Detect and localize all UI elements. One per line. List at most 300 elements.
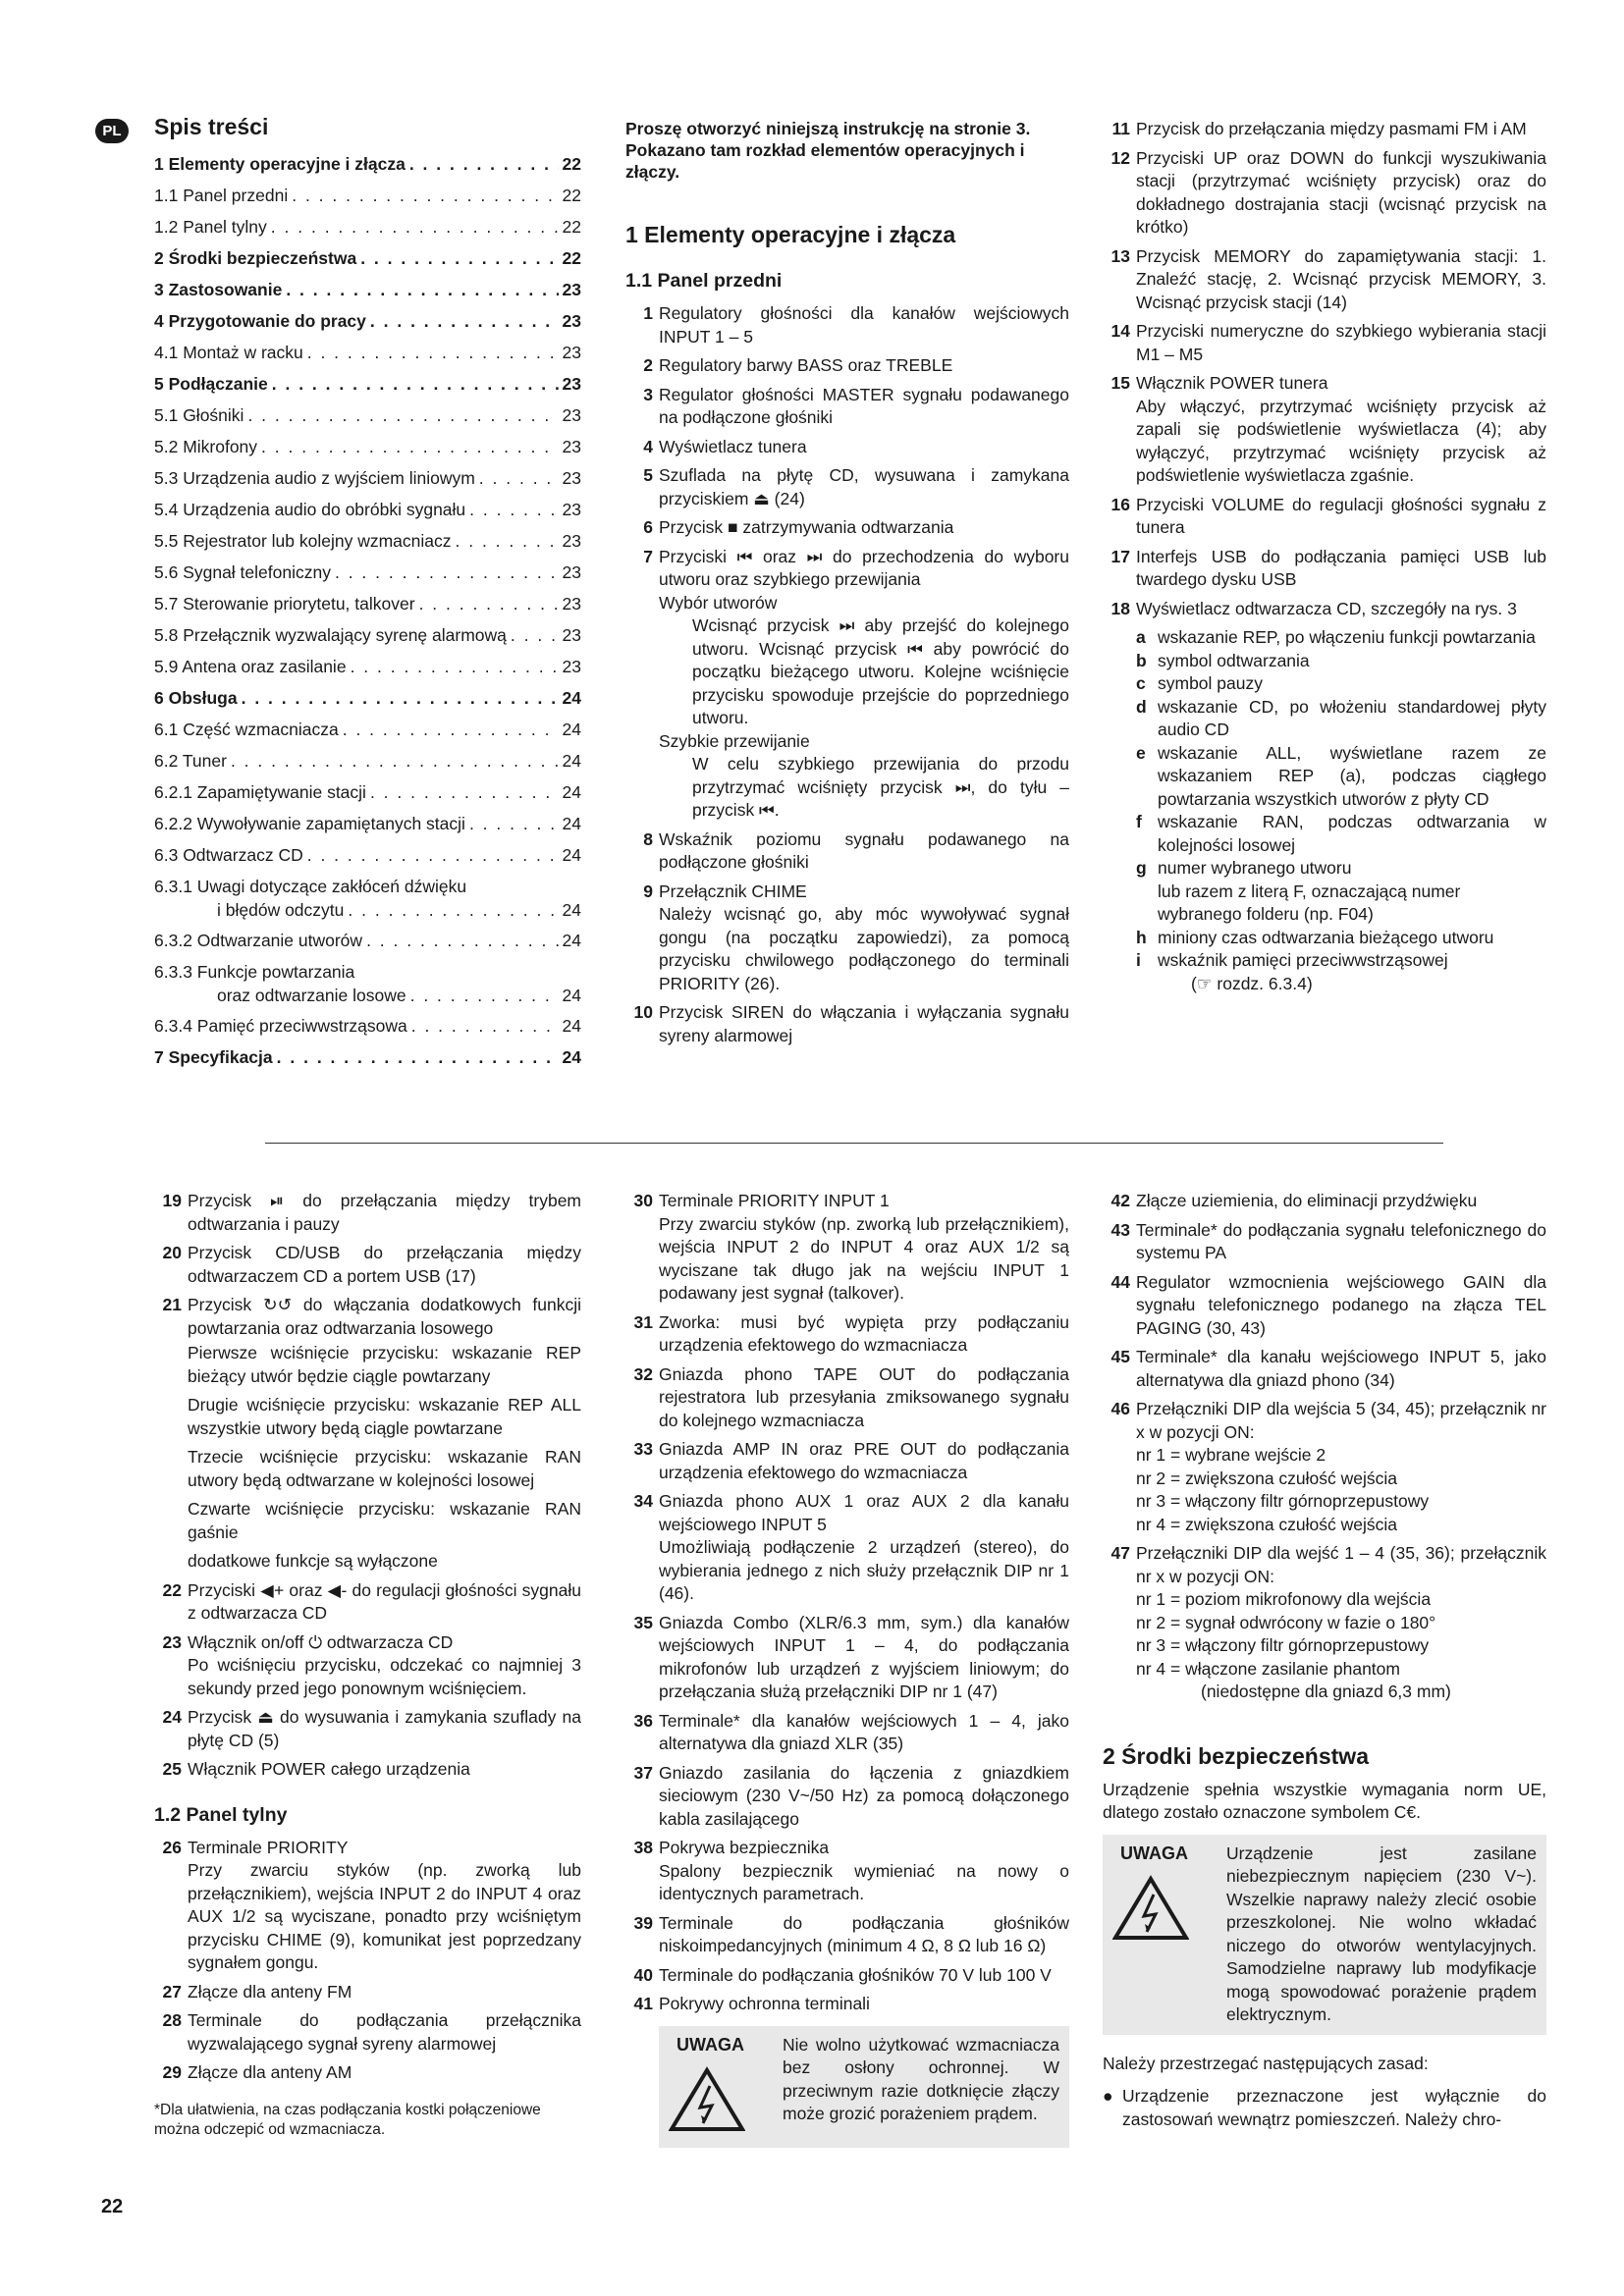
item-text: Przycisk ⏯ do przełączania między trybem odtwarzania i pauzy [188,1191,581,1234]
bullet-dot-icon: ● [1103,2086,1113,2106]
toc-row-page: 24 [562,1047,581,1067]
item-number: 2 [643,355,653,375]
section-2-title: 2 Środki bezpieczeństwa [1103,1742,1369,1769]
toc-row-page: 23 [562,405,581,425]
item-5 [625,464,1069,510]
item-subheading: Szybkie przewijanie [659,730,810,751]
sub-item-key: e [1136,742,1146,763]
toc-row-label: i błędów odczytu [217,899,345,920]
item-text: Przyciski UP oraz DOWN do funkcji wyszukiwania stacji (przytrzymać wciśnięty przycisk) oraz do dokładnego dostrajania stacji (wcisnąć przycisk na krótko) [1136,147,1546,237]
toc-row-page: 23 [562,374,581,394]
sub-item-c [1136,672,1546,696]
toc-row-label: 5.1 Głośniki [154,405,244,425]
toc-row-page: 23 [562,280,581,299]
item-23 [154,1631,581,1655]
toc-row-page: 22 [562,217,581,237]
toc-row-label: 6.3.4 Pamięć przeciwwstrząsowa [154,1016,407,1036]
sub-item-e [1136,742,1546,812]
item-number: 17 [1110,546,1130,566]
item-number: 44 [1110,1271,1130,1292]
item-37 [625,1762,1069,1832]
item-number: 23 [162,1631,182,1652]
sub-item-text: wskaźnik pamięci przeciwwstrząsowej [1158,950,1448,970]
toc-row-page: 23 [562,437,581,456]
dip-setting: nr 3 = włączony filtr górnoprzepustowy [1136,1491,1430,1511]
item-41 [625,1993,1069,2016]
toc-row-page: 24 [562,782,581,802]
item-46 [1103,1398,1546,1444]
toc-row-label: 1.1 Panel przedni [154,186,289,205]
item-23-text: Po wciśnięciu przycisku, odczekać co najmniej 3 sekundy przed jego ponownym wciśnięciem. [188,1655,581,1698]
item-45 [1103,1346,1546,1392]
toc-row-page: 24 [562,845,581,865]
toc-row-page: 23 [562,562,581,582]
toc-row-page: 24 [562,931,581,950]
toc-row-label: 4.1 Montaż w racku [154,343,303,362]
toc-row[interactable] [154,719,581,750]
item-22 [154,1579,581,1626]
item-47-note: (niedostępne dla gniazd 6,3 mm) [1201,1682,1451,1701]
item-text: Regulatory barwy BASS oraz TREBLE [659,355,953,375]
item-number: 45 [1110,1347,1130,1366]
item-46-list [1103,1444,1546,1536]
item-number: 32 [633,1363,653,1384]
sub-item-text: wskazanie REP, po włączeniu funkcji powtarzania [1158,627,1536,647]
item-6 [625,516,1069,540]
item-47: 47 Przełączniki DIP dla wejść 1 – 4 (35, 36); przełącznik nr x w pozycji ON: [1110,1543,1546,1586]
item-number: 12 [1110,147,1130,168]
sub-item-text: symbol pauzy [1158,673,1263,693]
item-paragraph: Wcisnąć przycisk ⏭ aby przejść do kolejnego utworu. Wcisnąć przycisk ⏮ aby powrócić do początku bieżącego utworu. Kolejne wciśnięcie przycisku spowoduje przejście do poprzedniego utworu. [692,615,1069,727]
toc-row-page: 23 [562,468,581,488]
toc-row[interactable] [154,561,581,593]
item-38-text: Spalony bezpiecznik wymieniać na nowy o identycznych parametrach. [659,1860,1069,1903]
sub-item-i [1136,949,1546,973]
item-number: 31 [633,1311,653,1332]
item-35: 35 Gniazda Combo (XLR/6.3 mm, sym.) dla kanałów wejściowych INPUT 1 – 4, do podłączania mikrofonów lub urządzeń z wyjściem liniowym; do przełączania służą przełączniki DIP nr 1 (47) [633,1612,1069,1701]
item-text: Przełącznik CHIME [659,881,807,901]
toc-row-page: 24 [562,720,581,739]
item-number: 27 [162,1981,182,2002]
item-10: 10 Przycisk SIREN do włączania i wyłączania sygnału syreny alarmowej [633,1002,1069,1045]
toc-row-page: 22 [562,248,581,268]
item-text: Terminale* dla kanału wejściowego INPUT 5, jako alternatywa dla gniazd phono (34) [1136,1347,1546,1390]
item-number: 43 [1110,1219,1130,1240]
toc-row[interactable] [154,373,581,404]
item-number: 6 [643,517,653,537]
toc-row[interactable] [154,185,581,216]
footnote: *Dla ułatwienia, na czas podłączania kostki połączeniowe można odczepić od wzmacniacza. [154,2101,541,2138]
sub-item-d [1136,696,1546,742]
toc-row-label: 5.2 Mikrofony [154,437,258,456]
item-33 [625,1438,1069,1484]
intro-text: Proszę otworzyć niniejszą instrukcję na stronie 3. Pokazano tam rozkład elementów operacyjnych i złączy. [625,119,1031,182]
sub-item-a [1136,626,1546,650]
item-29 [154,2061,581,2085]
toc-row-label: 5.9 Antena oraz zasilanie [154,657,347,676]
section-1-title: 1 Elementy operacyjne i złącza [625,222,956,247]
warning-label: UWAGA [677,2034,744,2055]
item-18-sublist [1103,626,1546,995]
item-text: Przycisk do przełączania między pasmami FM i AM [1136,119,1527,138]
toc-row-page: 23 [562,343,581,362]
item-44 [1103,1271,1546,1341]
item-21 [154,1294,581,1340]
item-text: Przycisk ⏏ do wysuwania i zamykania szuflady na płytę CD (5) [188,1707,581,1750]
toc-row-label: 5.8 Przełącznik wyzwalający syrenę alarmową [154,625,507,645]
item-text: Regulator głośności MASTER sygnału podawanego na podłączone głośniki [659,384,1069,427]
item-text: Terminale* dla kanałów wejściowych 1 – 4, jako alternatywa dla gniazd XLR (35) [659,1710,1069,1753]
sub-item-g [1136,857,1546,881]
toc-row[interactable] [154,593,581,624]
item-number: 15 [1110,373,1130,393]
sub-item-key: f [1136,812,1142,831]
item-text: Złącze uziemienia, do eliminacji przydźwięku [1136,1191,1478,1210]
toc-row-page: 23 [562,311,581,331]
item-38 [625,1837,1069,1860]
item-39 [625,1912,1069,1958]
sub-item-key: a [1136,627,1146,647]
toc-row-label: 5.6 Sygnał telefoniczny [154,562,331,582]
dip-setting: nr 2 = sygnał odwrócony w fazie o 180° [1136,1612,1436,1632]
item-text: Zworka: musi być wypięta przy podłączaniu urządzenia efektowego do wzmacniacza [659,1311,1069,1355]
item-number: 33 [633,1439,653,1459]
toc-row-label: 5.3 Urządzenia audio z wyjściem liniowym [154,468,475,488]
item-number: 3 [643,384,653,404]
item-number: 34 [633,1491,653,1511]
sub-item-text: numer wybranego utworu [1158,858,1352,878]
item-text: Gniazda phono AUX 1 oraz AUX 2 dla kanału wejściowego INPUT 5 [659,1491,1069,1534]
item-21-paragraph: Pierwsze wciśnięcie przycisku: wskazanie REP bieżący utwór będzie ciągle powtarzany [188,1343,581,1386]
item-7: 7 Przyciski ⏮ oraz ⏭ do przechodzenia do wyboru utworu oraz szybkiego przewijania Wybór utworów Wcisnąć przycisk ⏭ aby przejść do kolejnego utworu. Wcisnąć przycisk ⏮ aby powrócić do początku bieżącego utworu. Kolejne wciśnięcie przycisku spowoduje przejście do poprzedniego utworu. Szybkie przewijanie W celu szybkiego przewijania do przodu przytrzymać wciśnięty przycisk ⏭, do tyłu – przycisk ⏮. [625,546,1069,823]
item-number: 40 [633,1964,653,1985]
rules-intro: Należy przestrzegać następujących zasad: [1103,2053,1429,2073]
item-subheading: Wybór utworów [659,592,778,613]
item-40 [625,1964,1069,1988]
toc-row[interactable] [154,153,581,185]
toc-row[interactable] [154,1046,581,1078]
toc-row-label: 7 Specyfikacja [154,1047,273,1067]
item-text: Przełączniki DIP dla wejścia 5 (34, 45); przełącznik nr x w pozycji ON: [1136,1399,1546,1442]
toc-row-label: 6.3.3 Funkcje powtarzania [154,962,355,982]
dip-setting: nr 1 = poziom mikrofonowy dla wejścia [1136,1589,1432,1609]
toc-row-page: 23 [562,594,581,614]
toc-row-page: 22 [562,154,581,174]
item-text: Terminale do podłączania głośników niskoimpedancyjnych (minimum 4 Ω, 8 Ω lub 16 Ω) [659,1912,1069,1955]
item-text: Regulatory głośności dla kanałów wejściowych INPUT 1 – 5 [659,303,1069,347]
item-number: 29 [162,2062,182,2082]
toc-row-label: oraz odtwarzanie losowe [217,985,406,1005]
item-16 [1103,494,1546,540]
item-3 [625,384,1069,430]
item-24 [154,1706,581,1752]
item-26-text: Przy zwarciu styków (np. zworką lub przełącznikiem), wejścia INPUT 2 do INPUT 4 oraz AUX 1/2 są wyciszane, ponadto przy wciśniętym przycisku CHIME (9), komunikat jest poprzedzany sygnałem gongu. [188,1860,581,1972]
toc-row[interactable] [154,961,581,1007]
item-2 [625,354,1069,378]
item-20 [154,1242,581,1288]
sub-item-key: b [1136,650,1147,670]
toc-row[interactable] [154,1015,581,1046]
toc-row-label: 6 Obsługa [154,688,238,708]
toc-row-label: 4 Przygotowanie do pracy [154,311,366,331]
item-36 [625,1710,1069,1756]
toc-row-label: 2 Środki bezpieczeństwa [154,248,357,268]
item-text: Pokrywa bezpiecznika [659,1838,830,1857]
item-number: 8 [643,828,653,849]
toc-row-page: 24 [562,1016,581,1036]
toc-row-page: 22 [562,186,581,205]
toc-row[interactable] [154,687,581,719]
item-number: 21 [162,1295,182,1314]
item-text: Przycisk ■ zatrzymywania odtwarzania [659,517,954,537]
item-17 [1103,546,1546,592]
item-number: 46 [1110,1399,1130,1418]
toc-row[interactable] [154,624,581,656]
bottom-column-3 [1103,1190,1546,2131]
item-text: Wyświetlacz tunera [659,436,807,456]
toc-row-label: 6.1 Część wzmacniacza [154,720,339,739]
sub-item-key: c [1136,673,1146,693]
warning-label: UWAGA [1120,1842,1188,1863]
item-text: Włącznik POWER tunera [1136,373,1328,393]
item-number: 28 [162,2010,182,2030]
item-text: Przyciski numeryczne do szybkiego wybierania stacji M1 – M5 [1136,321,1546,364]
toc-row[interactable] [154,781,581,813]
item-number: 18 [1110,598,1130,618]
section-1-2-title: 1.2 Panel tylny [154,1803,288,1826]
item-text: Włącznik POWER całego urządzenia [188,1759,470,1779]
toc-row-label: 5.5 Rejestrator lub kolejny wzmacniacz [154,531,452,551]
toc-row-label: 6.2.2 Wywoływanie zapamiętanych stacji [154,814,465,833]
toc-title: Spis treści [154,114,269,139]
item-number: 5 [643,465,653,485]
sub-item-key: h [1136,927,1147,947]
safety-warning-box [1103,1835,1546,2035]
item-26: 26 Terminale PRIORITY [162,1837,349,1857]
toc-row-page: 24 [562,985,581,1005]
toc-row-label: 5.4 Urządzenia audio do obróbki sygnału [154,500,466,519]
high-voltage-icon [1112,1875,1189,1942]
toc-row[interactable] [154,310,581,342]
toc-row-label: 6.3 Odtwarzacz CD [154,845,303,865]
item-21-details [154,1342,581,1574]
item-21-last: dodatkowe funkcje są wyłączone [188,1551,438,1571]
item-text: Terminale do podłączania przełącznika wyzwalającego sygnał syreny alarmowej [188,2010,581,2054]
toc-row-label: 6.3.1 Uwagi dotyczące zakłóceń dźwięku [154,877,467,896]
item-30-text: Przy zwarciu styków (np. zworką lub przełącznikiem), wejścia INPUT 2 do INPUT 4 oraz AUX 1/2 są wyciszane tak długo jak na wejściu INPUT 1 podawany jest sygnał (talkover). [659,1213,1069,1303]
item-text: Gniazda phono TAPE OUT do podłączania rejestratora lub przesyłania zmiksowanego sygnału do kolejnego wzmacniacza [659,1363,1069,1430]
item-text: Wyświetlacz odtwarzacza CD, szczegóły na rys. 3 [1136,598,1517,618]
toc-row[interactable] [154,279,581,310]
toc-row-page: 23 [562,657,581,676]
section-1-1-title: 1.1 Panel przedni [625,270,783,292]
toc-row-label: 5.7 Sterowanie priorytetu, talkover [154,594,415,614]
item-text: Przycisk ↻↺ do włączania dodatkowych funkcji powtarzania oraz odtwarzania losowego [188,1295,581,1338]
item-47-list [1103,1588,1546,1704]
item-14 [1103,320,1546,366]
language-badge: PL [95,119,129,143]
item-number: 37 [633,1762,653,1783]
item-text: Przyciski ⏮ oraz ⏭ do przechodzenia do wyboru utworu oraz szybkiego przewijania [659,546,1069,589]
table-of-contents [154,114,581,1078]
item-number: 13 [1110,245,1130,266]
item-11 [1103,118,1546,141]
toc-row[interactable] [154,750,581,781]
item-paragraph: W celu szybkiego przewijania do przodu przytrzymać wciśnięty przycisk ⏭, do tyłu – przycisk ⏮. [692,754,1069,820]
toc-row[interactable] [154,404,581,436]
toc-row[interactable] [154,436,581,467]
item-text: Złącze dla anteny FM [188,1981,352,2002]
sub-item-key: d [1136,696,1147,717]
toc-row-page: 24 [562,688,581,708]
section-2-text: Urządzenie spełnia wszystkie wymagania norm UE, dlatego zostało oznaczone symbolem C€. [1103,1779,1546,1822]
sub-item-key: g [1136,858,1147,878]
item-15-text: Aby włączyć, przytrzymać wciśnięty przycisk aż zapali się podświetlenie wyświetlacza (4); aby wyłączyć, przytrzymać wciśnięty przycisk aż podświetlenie wyświetlacza zgaśnie. [1136,396,1546,485]
toc-row-page: 23 [562,625,581,645]
toc-row[interactable] [154,216,581,247]
warning-box [659,2026,1069,2148]
item-number: 4 [643,436,653,456]
bullet-item: ● Urządzenie przeznaczone jest wyłącznie do zastosowań wewnątrz pomieszczeń. Należy chro- [1103,2085,1546,2131]
item-21-paragraph: Czwarte wciśnięcie przycisku: wskazanie RAN gaśnie [188,1499,581,1542]
toc-row[interactable] [154,530,581,561]
toc-row[interactable] [154,467,581,499]
item-text: Przycisk MEMORY do zapamiętywania stacji: 1. Znaleźć stację, 2. Wcisnąć przycisk MEMORY, 3. Wcisnąć przycisk stacji (14) [1136,245,1546,312]
toc-row[interactable] [154,342,581,373]
high-voltage-icon [669,2066,745,2133]
item-text: Interfejs USB do podłączania pamięci USB lub twardego dysku USB [1136,546,1546,589]
toc-row-page: 24 [562,899,581,920]
toc-row[interactable] [154,499,581,530]
item-18-i-ref: (☞ rozdz. 6.3.4) [1191,973,1313,993]
item-text: Przyciski ◀+ oraz ◀- do regulacji głośności sygnału z odtwarzacza CD [188,1579,581,1623]
toc-row[interactable] [154,844,581,876]
toc-row-label: 1 Elementy operacyjne i złącza [154,154,406,174]
toc-row-label: 5 Podłączanie [154,374,268,394]
toc-row[interactable] [154,876,581,922]
item-1 [625,302,1069,348]
dip-setting: nr 3 = włączony filtr górnoprzepustowy [1136,1635,1430,1655]
item-25 [154,1758,581,1782]
item-text: Złącze dla anteny AM [188,2062,352,2082]
item-21-paragraph: Drugie wciśnięcie przycisku: wskazanie REP ALL wszystkie utwory będą ciągle powtarzane [188,1395,581,1438]
warning-text: Urządzenie jest zasilane niebezpiecznym napięciem (230 V~). Wszelkie naprawy należy zlecić osobie przeszkolonej. Nie wolno wkładać niczego do otworów wentylacyjnych. Samodzielne naprawy lub modyfikacje mogą spowodować porażenie prądem elektrycznym. [1226,1842,1537,2024]
item-19 [154,1190,581,1236]
dip-setting: nr 1 = wybrane wejście 2 [1136,1445,1326,1465]
item-text: Terminale* do podłączania sygnału telefonicznego do systemu PA [1136,1219,1546,1262]
item-number: 38 [633,1838,653,1857]
item-13 [1103,245,1546,315]
item-27 [154,1981,581,2004]
sub-item-b [1136,650,1546,673]
item-34 [625,1490,1069,1536]
toc-row[interactable] [154,813,581,844]
item-number: 11 [1111,119,1130,138]
bottom-column-1 [154,1190,581,2140]
item-9 [625,881,1069,904]
item-number: 9 [643,881,653,901]
sub-item-key: i [1136,950,1141,970]
item-text: Wskaźnik poziomu sygnału podawanego na podłączone głośniki [659,828,1069,872]
front-panel-column-2 [1103,118,1546,995]
sub-item-text: symbol odtwarzania [1158,650,1310,670]
toc-row-label: 6.2.1 Zapamiętywanie stacji [154,782,366,802]
item-number: 41 [633,1994,653,2013]
item-number: 24 [162,1707,182,1727]
dip-setting: nr 4 = włączone zasilanie phantom [1136,1658,1400,1679]
toc-row[interactable] [154,656,581,687]
sub-item-f [1136,811,1546,857]
section-divider [265,1143,1443,1144]
item-text: Przyciski VOLUME do regulacji głośności sygnału z tunera [1136,494,1546,537]
item-31 [625,1311,1069,1358]
sub-item-text: miniony czas odtwarzania bieżącego utworu [1158,927,1494,947]
item-number: 16 [1110,494,1130,514]
toc-row-page: 24 [562,814,581,833]
item-text: Gniazda AMP IN oraz PRE OUT do podłączania urządzenia efektowego do wzmacniacza [659,1439,1069,1482]
toc-row[interactable] [154,247,581,279]
page-number: 22 [101,2196,124,2217]
toc-row-page: 24 [562,751,581,771]
item-34-text: Umożliwiają podłączenie 2 urządzeń (stereo), do wybierania jednego z nich służy przełącznik DIP nr 1 (46). [659,1537,1069,1603]
sub-item-text: wskazanie RAN, podczas odtwarzania w kolejności losowej [1158,812,1546,855]
item-number: 14 [1110,321,1130,341]
item-text: Włącznik on/off ⏻ odtwarzacza CD [188,1631,454,1652]
item-18-g-text: lub razem z literą F, oznaczającą numer wybranego folderu (np. F04) [1158,881,1461,924]
item-43 [1103,1219,1546,1265]
item-number: 42 [1110,1191,1130,1210]
item-text: Szuflada na płytę CD, wysuwana i zamykana przyciskiem ⏏ (24) [659,465,1069,508]
item-21-paragraph: Trzecie wciśnięcie przycisku: wskazanie RAN utwory będą odtwarzane w kolejności losowej [188,1447,581,1490]
sub-item-text: wskazanie ALL, wyświetlane razem ze wskazaniem REP (a), podczas ciągłego powtarzania wszystkich utworów z płyty CD [1158,742,1546,809]
item-text: Przycisk CD/USB do przełączania między odtwarzaczem CD a portem USB (17) [188,1243,581,1286]
toc-row-page: 23 [562,531,581,551]
item-number: 25 [162,1759,182,1779]
item-4 [625,436,1069,459]
item-number: 39 [633,1912,653,1933]
item-number: 1 [643,303,653,323]
bottom-column-2 [625,1190,1069,2148]
item-text: Gniazdo zasilania do łączenia z gniazdkiem sieciowym (230 V~/50 Hz) za pomocą dołączonego kabla zasilającego [659,1762,1069,1829]
item-9-text: Należy wcisnąć go, aby móc wywoływać sygnał gongu (na początku zapowiedzi), za pomocą przycisku chwilowego podłączonego do terminali PRIORITY (26). [659,904,1069,993]
item-18 [1103,598,1546,621]
dip-setting: nr 2 = zwiększona czułość wejścia [1136,1468,1398,1488]
warning-text: Nie wolno użytkować wzmacniacza bez osłony ochronnej. W przeciwnym razie dotknięcie złączy może grozić porażeniem prądem. [783,2034,1059,2123]
item-15 [1103,372,1546,396]
toc-row-label: 1.2 Panel tylny [154,217,267,237]
item-8 [625,828,1069,875]
item-32 [625,1363,1069,1433]
item-text: Terminale do podłączania głośników 70 V lub 100 V [659,1964,1052,1985]
toc-row[interactable] [154,930,581,961]
item-text: Regulator wzmocnienia wejściowego GAIN dla sygnału telefonicznego podanego na złącza TEL PAGING (30, 43) [1136,1271,1546,1338]
item-number: 36 [633,1710,653,1731]
sub-item-h [1136,927,1546,950]
front-panel-column [625,118,1069,1053]
item-28 [154,2009,581,2056]
dip-setting: nr 4 = zwiększona czułość wejścia [1136,1514,1398,1534]
item-42 [1103,1190,1546,1213]
toc-row-label: 6.2 Tuner [154,751,227,771]
toc-row-label: 3 Zastosowanie [154,280,283,299]
item-30: 30 Terminale PRIORITY INPUT 1 [633,1191,890,1210]
toc-row-page: 23 [562,500,581,519]
item-number: 22 [162,1579,182,1600]
item-text: Pokrywy ochronna terminali [659,1994,870,2013]
item-number: 19 [162,1191,182,1210]
item-12 [1103,147,1546,240]
item-number: 20 [162,1243,182,1262]
